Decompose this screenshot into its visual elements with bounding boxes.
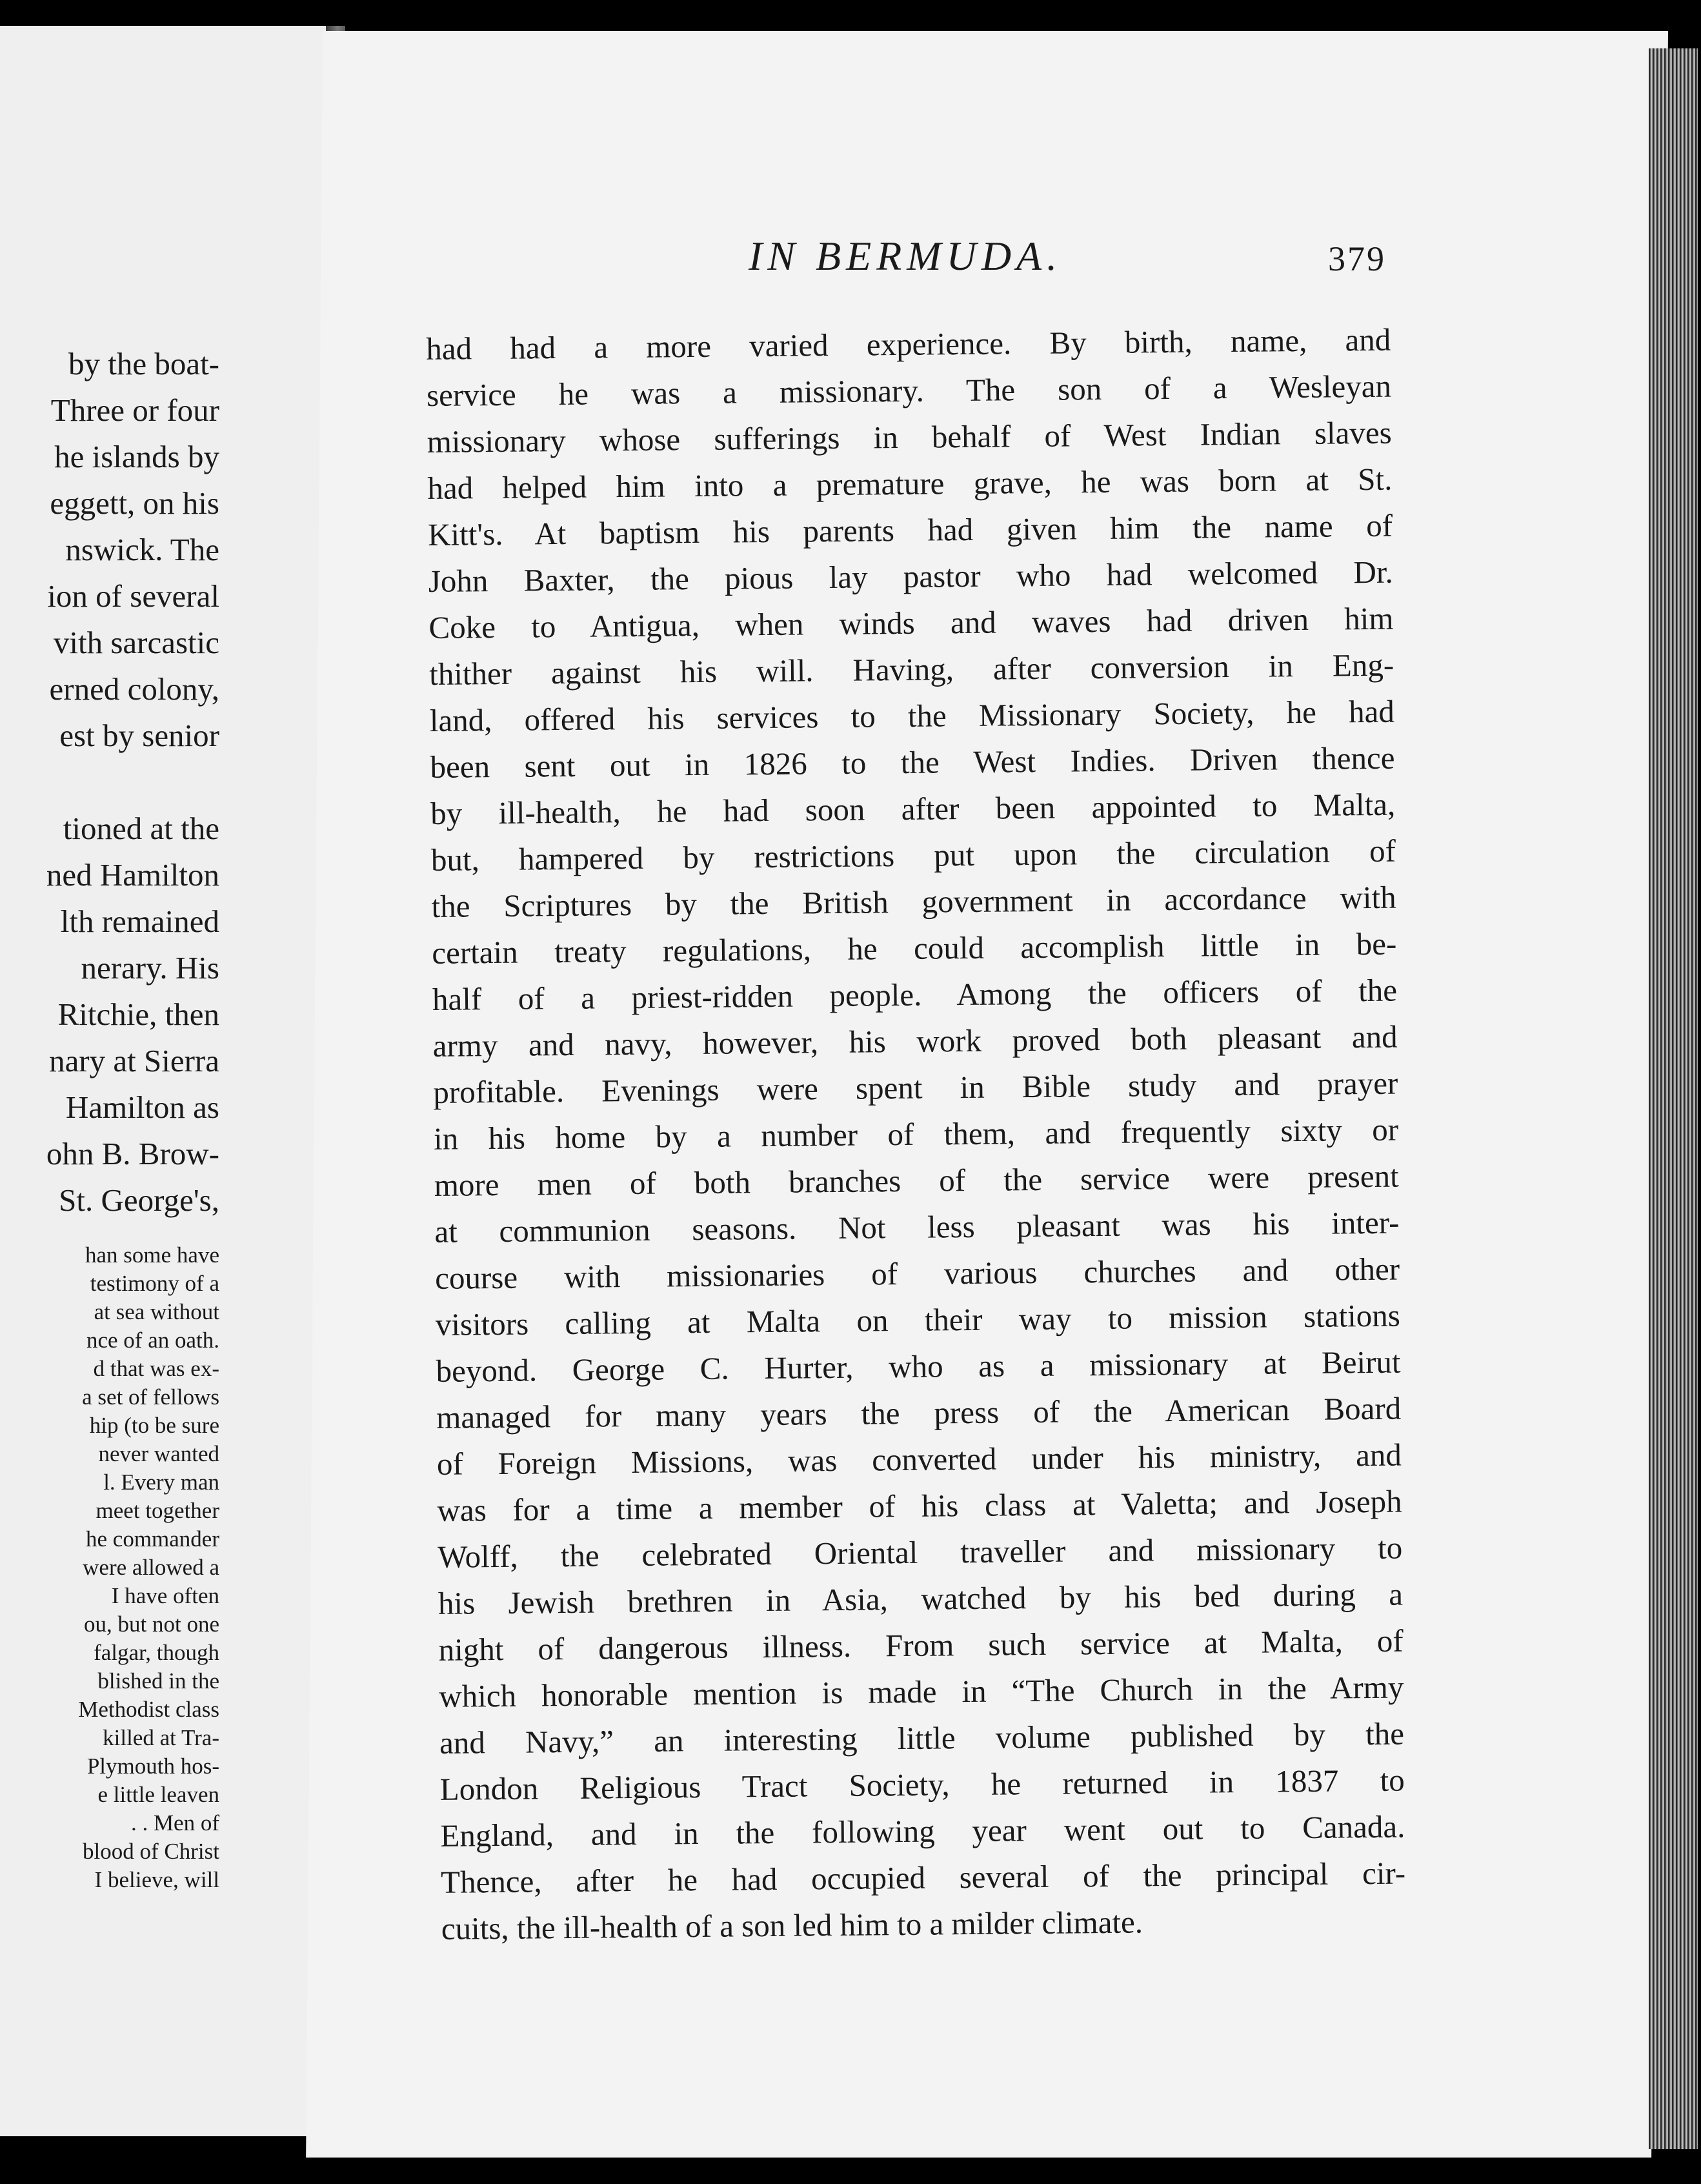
page-edges <box>1649 48 1698 2149</box>
left-footnote-line: Methodist class <box>78 1697 219 1722</box>
left-footnote-line: ou, but not one <box>84 1612 219 1637</box>
left-footnote-line: testimony of a <box>90 1271 219 1296</box>
text-line: Wolff, the celebrated Oriental traveller and missionary to <box>438 1530 1403 1575</box>
left-text-line: eggett, on his <box>50 485 219 521</box>
left-text-line: nswick. The <box>65 532 219 567</box>
text-line: which honorable mention is made in “The Church in the Army <box>439 1669 1404 1714</box>
text-line: missionary whose sufferings in behalf of West Indian slaves <box>427 414 1392 460</box>
left-text-line: ned Hamilton <box>46 857 219 893</box>
text-line: land, offered his services to the Missionary Society, he had <box>429 693 1395 738</box>
left-footnote-line: at sea without <box>94 1299 219 1324</box>
left-footnote-line: Plymouth hos- <box>86 1754 219 1779</box>
left-footnote-line: blished in the <box>97 1668 219 1694</box>
text-line: cuits, the ill-health of a son led him to a milder climate. <box>441 1904 1143 1946</box>
text-line: in his home by a number of them, and frequently sixty or <box>433 1111 1399 1157</box>
left-footnote-line: were allowed a <box>83 1555 219 1580</box>
left-footnote-line: han some have <box>85 1242 219 1268</box>
text-line: visitors calling at Malta on their way to mission stations <box>435 1297 1401 1342</box>
running-header: IN BERMUDA. <box>749 233 1063 279</box>
text-line: England, and in the following year went out to Canada. <box>440 1808 1405 1854</box>
left-footnote-line: I have often <box>111 1583 219 1608</box>
text-line: at communion seasons. Not less pleasant was his inter- <box>434 1204 1400 1249</box>
text-line: thither against his will. Having, after conversion in Eng- <box>428 647 1394 692</box>
left-text-line: he islands by <box>54 439 219 474</box>
left-text-line: Ritchie, then <box>57 996 219 1032</box>
left-text-line: nerary. His <box>81 950 219 986</box>
left-text-line: lth remained <box>60 904 219 939</box>
text-line: had helped him into a premature grave, he was born at St. <box>427 461 1393 506</box>
left-text-line: by the boat- <box>68 346 219 381</box>
text-line: but, hampered by restrictions put upon the circulation of <box>430 833 1396 878</box>
left-text-line: ohn B. Brow- <box>46 1136 219 1171</box>
left-page <box>0 26 326 2136</box>
left-footnote-line: meet together <box>96 1498 219 1523</box>
text-line: army and navy, however, his work proved both pleasant and <box>432 1018 1398 1064</box>
text-line: and Navy,” an interesting little volume published by the <box>439 1715 1405 1761</box>
left-text-line: Three or four <box>50 392 219 428</box>
text-line: night of dangerous illness. From such service at Malta, of <box>438 1623 1404 1668</box>
text-line: more men of both branches of the service were present <box>434 1158 1399 1203</box>
page-number: 379 <box>1328 239 1386 278</box>
left-text-line: est by senior <box>59 718 219 753</box>
left-footnote-line: a set of fellows <box>82 1384 219 1410</box>
left-footnote-line: he commander <box>86 1526 219 1552</box>
left-footnote-line: e little leaven <box>97 1782 219 1807</box>
text-line: service he was a missionary. The son of a Wesleyan <box>426 368 1392 413</box>
left-footnote-line: . . Men of <box>130 1810 219 1835</box>
text-line: the Scriptures by the British government in accordance with <box>431 879 1396 924</box>
text-line: half of a priest-ridden people. Among the officers of the <box>432 972 1398 1017</box>
text-line: profitable. Evenings were spent in Bible study and prayer <box>433 1065 1398 1110</box>
left-text-line: nary at Sierra <box>49 1043 219 1078</box>
left-footnote-line: never wanted <box>98 1441 219 1466</box>
left-footnote-line: hip (to be sure <box>89 1413 219 1438</box>
left-footnote-line: killed at Tra- <box>103 1725 219 1750</box>
text-line: by ill-health, he had soon after been appointed to Malta, <box>430 786 1396 831</box>
text-line: managed for many years the press of the American Board <box>436 1390 1402 1435</box>
left-footnote-line: l. Every man <box>103 1470 219 1495</box>
left-footnote-line: nce of an oath. <box>86 1328 219 1353</box>
text-line: Coke to Antigua, when winds and waves had driven him <box>428 600 1394 645</box>
text-line: been sent out in 1826 to the West Indies. Driven thence <box>430 740 1395 785</box>
text-line: had had a more varied experience. By birth, name, and <box>426 321 1391 367</box>
text-line: of Foreign Missions, was converted under his ministry, and <box>436 1437 1402 1482</box>
left-text-line: Hamilton as <box>65 1089 219 1125</box>
body-text <box>426 317 1406 1952</box>
left-text-line: tioned at the <box>63 811 219 846</box>
left-page-text <box>0 26 219 2136</box>
left-text-line: vith sarcastic <box>53 625 219 660</box>
text-line: was for a time a member of his class at Valetta; and Joseph <box>437 1483 1402 1528</box>
left-text-line: erned colony, <box>49 671 219 707</box>
left-footnote-line: d that was ex- <box>93 1356 219 1381</box>
text-line: Thence, after he had occupied several of the principal cir- <box>440 1855 1406 1900</box>
text-line: certain treaty regulations, he could accomplish little in be- <box>432 925 1397 971</box>
text-line: his Jewish brethren in Asia, watched by his bed during a <box>438 1576 1404 1621</box>
left-text-line: St. George's, <box>59 1182 219 1218</box>
text-line: course with missionaries of various churches and other <box>434 1251 1400 1296</box>
text-line: Kitt's. At baptism his parents had given him the name of <box>427 507 1393 552</box>
left-text-line: ion of several <box>47 578 219 614</box>
left-footnote-line: blood of Christ <box>83 1839 219 1864</box>
text-line: London Religious Tract Society, he returned in 1837 to <box>439 1762 1405 1807</box>
text-line: John Baxter, the pious lay pastor who had welcomed Dr. <box>428 554 1393 599</box>
text-line: beyond. George C. Hurter, who as a missionary at Beirut <box>436 1344 1401 1389</box>
left-footnote-line: falgar, though <box>94 1640 219 1665</box>
left-footnote-line: I believe, will <box>94 1867 219 1892</box>
